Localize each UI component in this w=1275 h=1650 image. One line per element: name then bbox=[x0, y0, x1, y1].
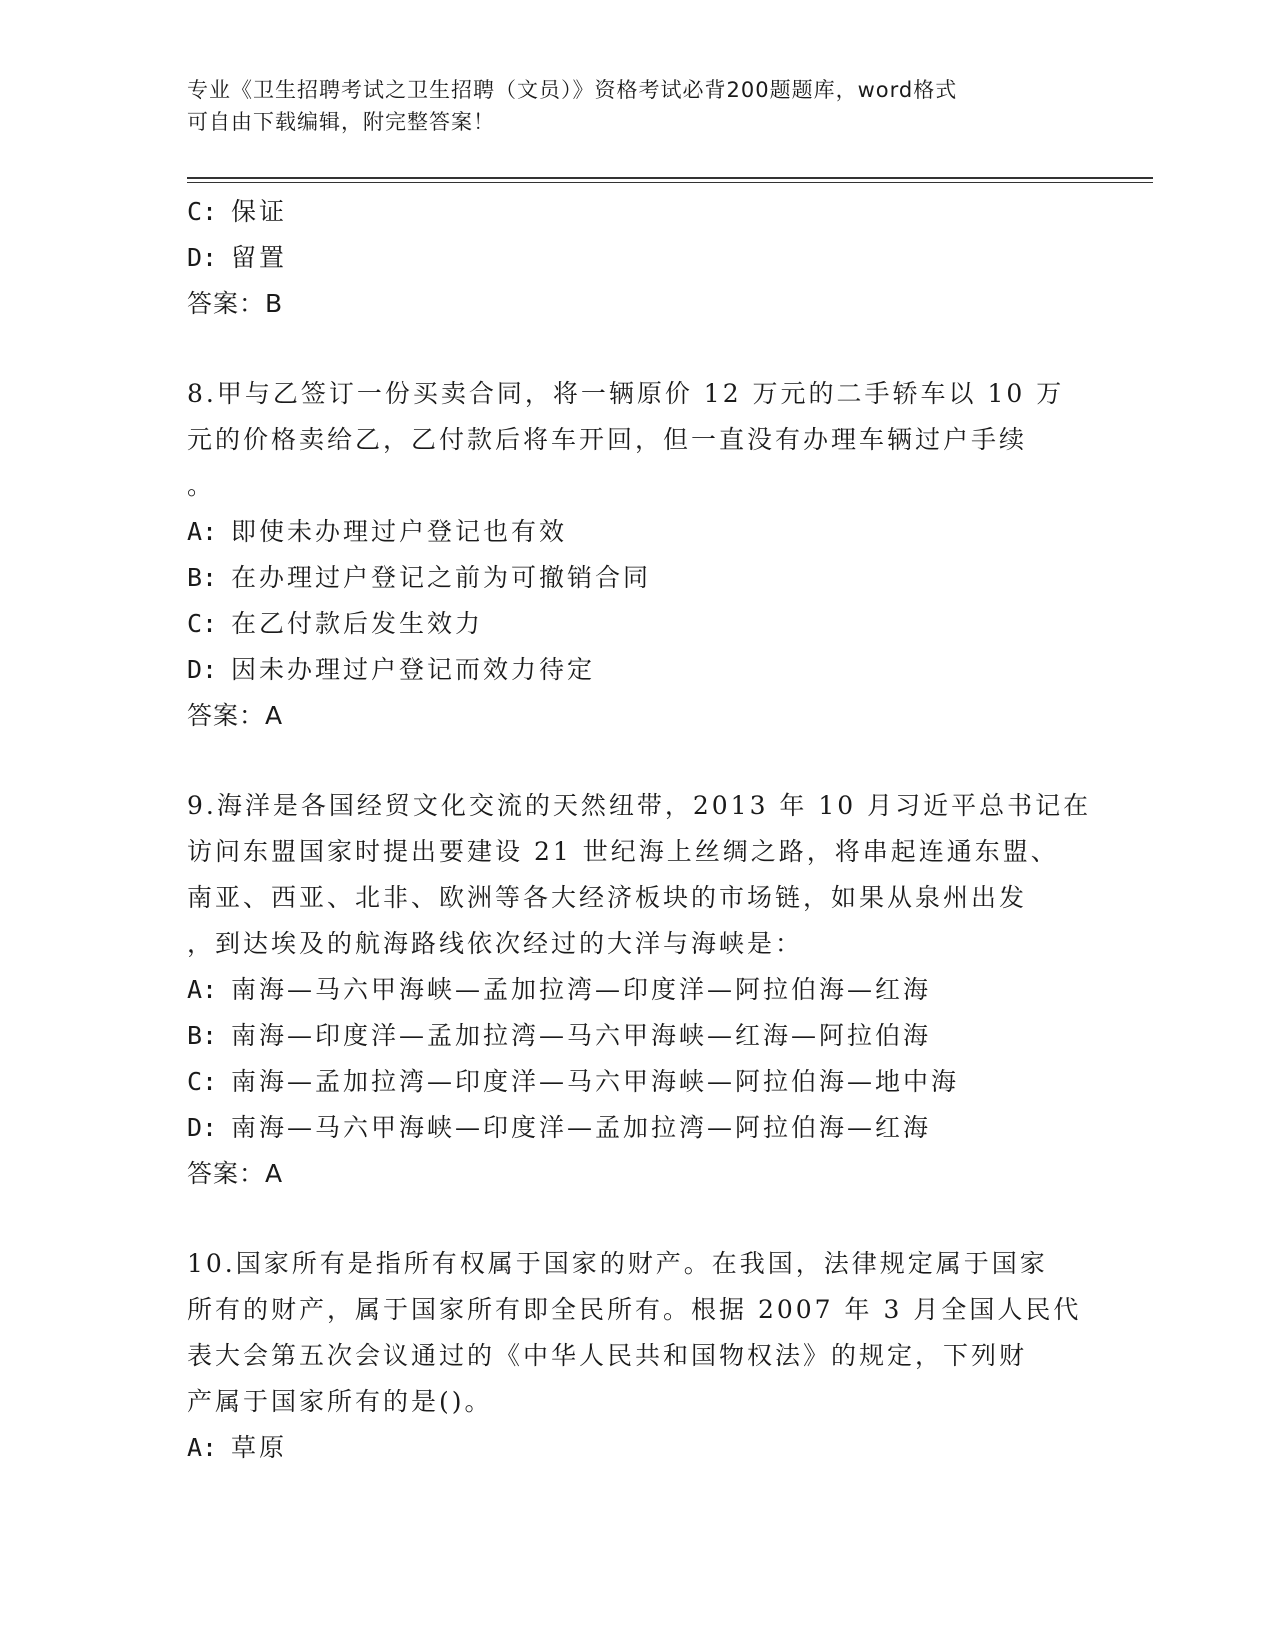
stem-line: 表大会第五次会议通过的《中华人民共和国物权法》的规定，下列财 bbox=[187, 1341, 1028, 1370]
option-letter: D: bbox=[187, 243, 218, 272]
option-a bbox=[187, 1425, 1087, 1471]
stem-line: 9.海洋是各国经贸文化交流的天然纽带，2013 年 10 月习近平总书记在 bbox=[187, 791, 1092, 820]
stem-line: 。 bbox=[187, 471, 216, 500]
option-c bbox=[187, 1059, 1087, 1105]
stem-line: 8.甲与乙签订一份买卖合同，将一辆原价 12 万元的二手轿车以 10 万 bbox=[187, 379, 1065, 408]
option-text: 因未办理过户登记而效力待定 bbox=[231, 655, 596, 684]
option-letter: A: bbox=[187, 517, 218, 546]
stem-line: 南亚、西亚、北非、欧洲等各大经济板块的市场链，如果从泉州出发 bbox=[187, 883, 1028, 912]
answer-line: 答案：A bbox=[187, 701, 284, 730]
stem-line: 访问东盟国家时提出要建设 21 世纪海上丝绸之路，将串起连通东盟、 bbox=[187, 837, 1059, 866]
option-b bbox=[187, 1013, 1087, 1059]
option-text: 草原 bbox=[231, 1433, 288, 1462]
option-letter: D: bbox=[187, 1113, 218, 1142]
header-rule-thin bbox=[187, 182, 1153, 183]
option-text: 即使未办理过户登记也有效 bbox=[231, 517, 568, 546]
option-letter: C: bbox=[187, 1067, 218, 1096]
option-d bbox=[187, 235, 1087, 281]
option-text: 保证 bbox=[231, 197, 288, 226]
stem-line: 产属于国家所有的是()。 bbox=[187, 1387, 493, 1416]
option-letter: B: bbox=[187, 563, 218, 592]
option-a bbox=[187, 967, 1087, 1013]
option-c bbox=[187, 601, 1087, 647]
question-stem bbox=[187, 1241, 1087, 1425]
option-text: 在乙付款后发生效力 bbox=[231, 609, 484, 638]
answer-line: 答案：A bbox=[187, 1159, 284, 1188]
option-letter: C: bbox=[187, 197, 218, 226]
option-a bbox=[187, 509, 1087, 555]
stem-line: 元的价格卖给乙，乙付款后将车开回，但一直没有办理车辆过户手续 bbox=[187, 425, 1028, 454]
stem-line: 所有的财产，属于国家所有即全民所有。根据 2007 年 3 月全国人民代 bbox=[187, 1295, 1082, 1324]
question-9 bbox=[187, 783, 1092, 1197]
option-text: 留置 bbox=[231, 243, 288, 272]
option-text: 南海—印度洋—孟加拉湾—马六甲海峡—红海—阿拉伯海 bbox=[231, 1021, 932, 1050]
option-letter: C: bbox=[187, 609, 218, 638]
option-text: 南海—马六甲海峡—孟加拉湾—印度洋—阿拉伯海—红海 bbox=[231, 975, 932, 1004]
question-8 bbox=[187, 371, 1087, 739]
stem-line: ，到达埃及的航海路线依次经过的大洋与海峡是： bbox=[187, 929, 804, 958]
question-7-tail bbox=[187, 189, 1087, 327]
option-d bbox=[187, 1105, 1087, 1151]
option-text: 在办理过户登记之前为可撤销合同 bbox=[231, 563, 652, 592]
stem-line: 10.国家所有是指所有权属于国家的财产。在我国，法律规定属于国家 bbox=[187, 1249, 1048, 1278]
option-letter: D: bbox=[187, 655, 218, 684]
option-text: 南海—马六甲海峡—印度洋—孟加拉湾—阿拉伯海—红海 bbox=[231, 1113, 932, 1142]
option-b bbox=[187, 555, 1087, 601]
option-letter: A: bbox=[187, 1433, 218, 1462]
question-stem bbox=[187, 783, 1092, 967]
question-10 bbox=[187, 1241, 1087, 1471]
question-stem bbox=[187, 371, 1087, 509]
option-c bbox=[187, 189, 1087, 235]
answer-line: 答案：B bbox=[187, 289, 284, 318]
header-line-1: 专业《卫生招聘考试之卫生招聘（文员）》资格考试必背200题题库，word格式 bbox=[187, 78, 958, 102]
option-text: 南海—孟加拉湾—印度洋—马六甲海峡—阿拉伯海—地中海 bbox=[231, 1067, 960, 1096]
option-letter: A: bbox=[187, 975, 218, 1004]
option-d bbox=[187, 647, 1087, 693]
document-header bbox=[187, 74, 1067, 138]
header-line-2: 可自由下载编辑，附完整答案！ bbox=[187, 110, 495, 134]
header-rule-thick bbox=[187, 177, 1153, 179]
option-letter: B: bbox=[187, 1021, 218, 1050]
question-list bbox=[187, 189, 1092, 1471]
